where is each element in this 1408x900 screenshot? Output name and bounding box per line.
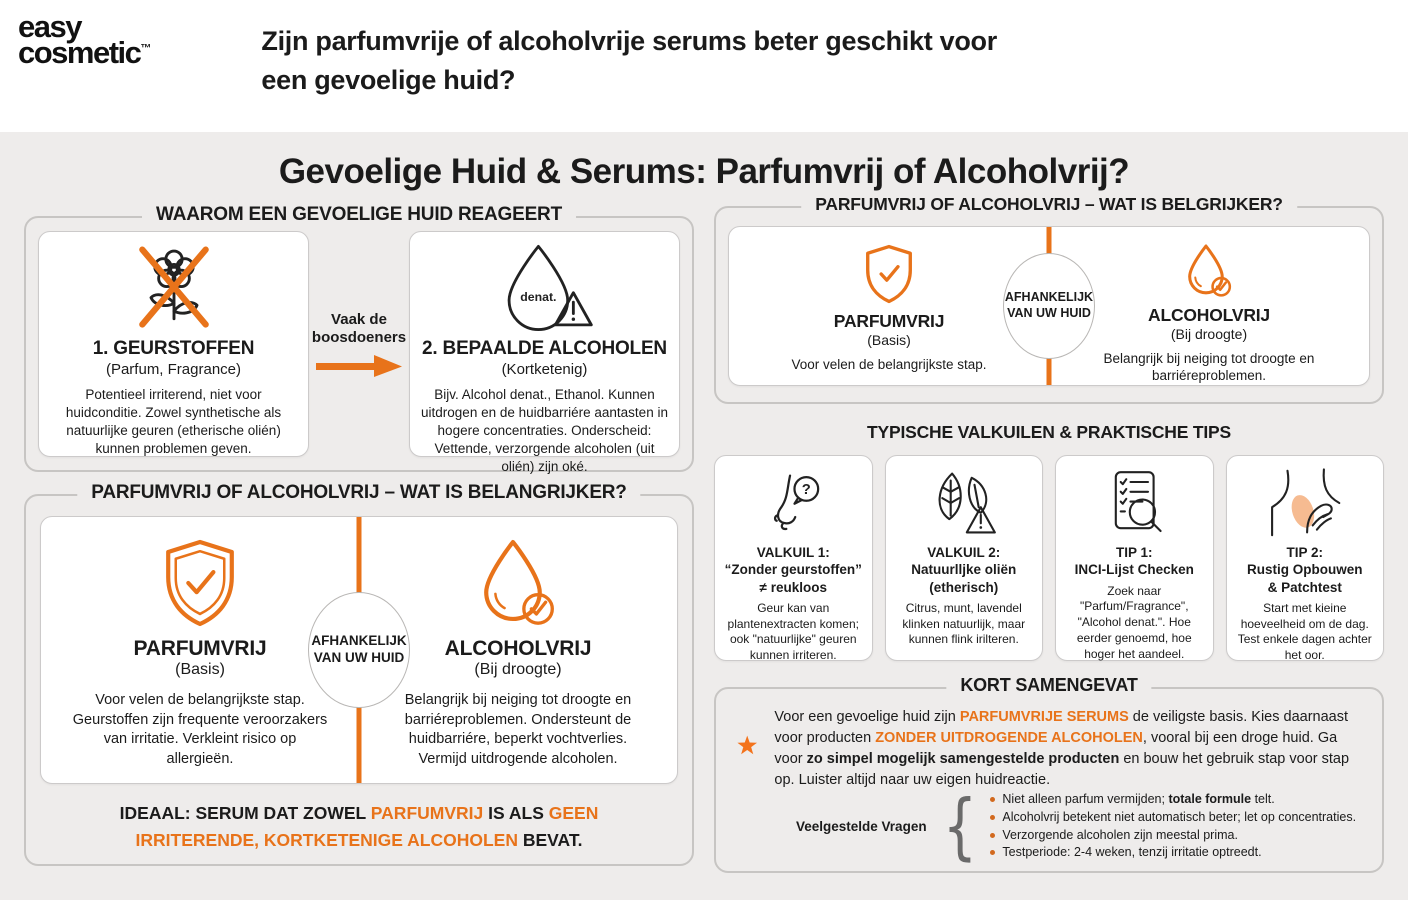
- svg-text:?: ?: [802, 482, 812, 499]
- alcoholvrij-title: ALCOHOLVRIJ: [444, 637, 592, 660]
- summary-row: [716, 689, 1382, 791]
- logo-line2: cosmetic™: [18, 35, 152, 71]
- question-line2: een gevoelige huid?: [261, 65, 516, 96]
- faq-list: [988, 791, 1356, 862]
- section-summary: [714, 675, 1384, 873]
- depends-badge-small: AFHANKELIJK VAN UW HUID: [1003, 253, 1095, 359]
- drop-denat-warning-icon: [420, 240, 669, 336]
- tip2-body: Citrus, munt, lavendel klinken natuurlijk, maar kunnen flink irilteren.: [902, 600, 1026, 647]
- logo-line1: easy: [18, 9, 81, 44]
- right-column: [714, 194, 1384, 873]
- left-column: [24, 200, 694, 873]
- section-summary-title: KORT SAMENGEVAT: [946, 675, 1151, 696]
- card2-body: Bijv. Alcohol denat., Ethanol. Kunnen uitdrogen en de huidbarriére aantasten in hogere concentraties. Onderscheid: Vettende, verzorgende alcoholen (uit olién) zijn oké.: [421, 387, 668, 475]
- faq-item: Alcoholvrij betekent niet automatisch beter; let op concentraties.: [988, 809, 1356, 827]
- patch-test-icon: [1234, 466, 1377, 540]
- question-line1: Zijn parfumvrije of alcoholvrije serums beter geschikt voor: [261, 26, 997, 56]
- flower-crossed-icon: [49, 240, 298, 336]
- parfumvrij-half-small: [729, 227, 1049, 385]
- page-title: Gevoelige Huid & Serums: Parfumvrij of Alcoholvrij?: [278, 152, 1130, 191]
- header-question: [261, 14, 997, 100]
- why-row: [26, 218, 692, 475]
- easycosmetic-logo: [18, 9, 152, 71]
- parfumvrij-body-small: Voor velen de belangrijkste stap.: [791, 357, 987, 372]
- summary-paragraph: Voor een gevoelige huid zijn PARFUMVRIJE SERUMS de veiligste basis. Kies daarnaast voor producten ZONDER UITDROGENDE ALCOHOLEN, vooral bij een droge huid. Ga voor zo simpel mogelijk samengestelde producten en bouw het gebruik stap voor stap op. Luister altijd naar uw eigen huidreactie.: [774, 709, 1350, 789]
- checklist-magnifier-icon: [1063, 466, 1206, 540]
- tip-card-tip1: [1055, 455, 1214, 661]
- parfumvrij-subtitle: (Basis): [175, 661, 225, 678]
- faq-item: Niet alleen parfum vermijden; totale formule telt.: [988, 791, 1356, 809]
- svg-text:denat.: denat.: [519, 290, 556, 305]
- tip3-body: Zoek naar "Parfum/Fragrance", "Alcohol denat.". Hoe eerder genoemd, hoe hoger het aandeel.: [1076, 583, 1192, 661]
- alcoholvrij-half-small: [1049, 227, 1369, 385]
- alcoholvrij-body-small: Belangrijk bij neiging tot droogte en barriéreproblemen.: [1103, 350, 1315, 384]
- depends-badge: AFHANKELIJK VAN UW HUID: [308, 592, 410, 708]
- trademark: ™: [140, 42, 152, 55]
- section-compare-left-title: PARFUMVRIJ OF ALCOHOLVRIJ – WAT IS BELANGRIJKER?: [77, 482, 640, 504]
- card2-subtitle: (Kortketenig): [501, 361, 588, 378]
- parfumvrij-title-small: PARFUMVRIJ: [833, 311, 945, 331]
- compare-card-large: [40, 516, 678, 784]
- tip1-body: Geur kan van plantenextracten komen; ook "natuurlijke" geuren kunnen irriteren.: [727, 600, 859, 663]
- alcoholvrij-subtitle: (Bij droogte): [474, 661, 562, 678]
- tip1-title: VALKUIL 1: “Zonder geurstoffen” ≠ reukloos: [724, 545, 862, 595]
- tip2-title: VALKUIL 2: Natuurlljke oliën (etherisch): [911, 545, 1017, 595]
- faq-item: Testperiode: 2-4 weken, tenzij irritatie optreedt.: [988, 844, 1356, 862]
- connector: [313, 217, 405, 470]
- parfumvrij-title: PARFUMVRIJ: [133, 637, 267, 660]
- section-why-skin-reacts: [24, 204, 694, 475]
- compare-card-small: [728, 226, 1370, 386]
- alcoholvrij-subtitle-small: (Bij droogte): [1170, 325, 1248, 342]
- card1-title: 1. GEURSTOFFEN: [92, 338, 255, 359]
- tip-card-valkuil1: [714, 455, 873, 661]
- card1-body: Potentieel irriterend, niet voor huidconditie. Zowel synthetische als natuurlijke geuren (etherische olién) kunnen problemen geven.: [65, 387, 282, 457]
- star-icon: [736, 707, 758, 783]
- section-why-title: WAAROM EEN GEVOELIGE HUID REAGEERT: [142, 204, 576, 226]
- card-alcoholen: [409, 231, 680, 475]
- card1-subtitle: (Parfum, Fragrance): [105, 361, 242, 378]
- alcoholvrij-title-small: ALCOHOLVRIJ: [1148, 304, 1270, 325]
- tip-card-valkuil2: [885, 455, 1044, 661]
- card2-title: 2. BEPAALDE ALCOHOLEN: [422, 338, 667, 359]
- drop-check-icon-small: [1181, 243, 1237, 299]
- shield-check-icon-small: [861, 243, 917, 305]
- faq-item: Verzorgende alcoholen zijn meestal prima.: [988, 827, 1356, 845]
- faq-label: Veelgestelde Vragen: [796, 819, 927, 835]
- tip3-title: TIP 1: INCI-Lijst Checken: [1074, 545, 1194, 578]
- card-geurstoffen: [38, 231, 309, 457]
- section-tips-title: TYPISCHE VALKUILEN & PRAKTISCHE TIPS: [867, 422, 1231, 442]
- tip4-body: Start met kieine hoeveelheid om de dag. Test enkele dagen achter het oor.: [1237, 600, 1372, 663]
- alcoholvrij-body: Belangrijk bij neiging tot droogte en barriéreproblemen. Ondersteunt de huidbarriére, beperkt vochtverlies. Vermijd uitdrogende alcoholen.: [404, 692, 632, 768]
- connector-label: Vaak de boosdoeners: [311, 310, 407, 346]
- arrow-right-icon: [316, 355, 402, 377]
- tip4-title: TIP 2: Rustig Opbouwen & Patchtest: [1247, 545, 1363, 595]
- content-columns: [0, 192, 1408, 873]
- parfumvrij-subtitle-small: (Basis): [867, 332, 911, 348]
- ideal-statement: IDEAAL: SERUM DAT ZOWEL PARFUMVRIJ IS ALS GEEN IRRITERENDE, KORTKETENIGE ALCOHOLEN BEVAT.: [119, 803, 599, 851]
- shield-check-icon: [158, 537, 242, 629]
- section-compare-left: [24, 482, 694, 866]
- faq-row: [716, 784, 1382, 869]
- parfumvrij-body: Voor velen de belangrijkste stap. Geurstoffen zijn frequente veroorzakers van irritatie. Verkleint risico op allergieën.: [72, 692, 328, 768]
- nose-question-icon: [722, 466, 865, 540]
- tip-card-tip2: [1226, 455, 1385, 661]
- curly-brace: {: [942, 784, 977, 869]
- section-compare-right: [714, 194, 1384, 404]
- section-compare-right-title: PARFUMVRIJ OF ALCOHOLVRIJ – WAT IS BELGRIJKER?: [801, 194, 1297, 215]
- drop-check-icon: [476, 537, 560, 629]
- leaves-warning-icon: [893, 466, 1036, 540]
- tips-row: [714, 455, 1384, 661]
- header: [0, 0, 1408, 132]
